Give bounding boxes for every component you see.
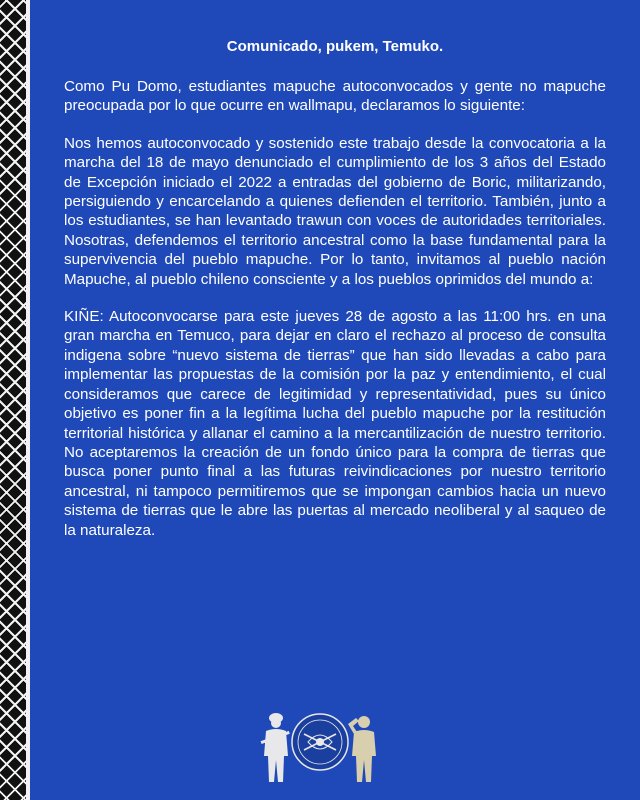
page-title: Comunicado, pukem, Temuko. [226,38,444,55]
footer-logos [258,704,382,784]
soldier-silhouette-icon [261,713,290,782]
paragraph-kine: KIÑE: Autoconvocarse para este jueves 28 de agosto a las 11:00 hrs. en una gran marcha en Temuco, para dejar en claro el rechazo al proceso de consulta indigena sobre “nuevo sistema de tierras” que han sido llevadas a cabo para implementar las propuestas de la comisión por la paz y entendimiento, el cual consideramos que carece de legitimidad y representatividad, pues su único objetivo es poner fin a la legítima lucha del pueblo mapuche por la restitución territorial histórica y allanar el camino a la mercantilización de nuestro territorio. No aceptaremos la creación de un fondo único para la compra de tierras que busca poner punto final a las futuras reivindicaciones por nuestro territorio ancestral, ni tampoco permitiremos que se impongan cambios hacia un nuevo sistema de tierras que le abre las puertas al mercado neoliberal y al saqueo de la naturaleza. [64,308,606,539]
paragraph-intro: Como Pu Domo, estudiantes mapuche autoconvocados y gente no mapuche preocupada por lo que ocurre en wallmapu, declaramos lo siguiente: [64,78,606,115]
emblem-seal-icon [292,714,348,770]
saluting-figure-icon [348,716,376,782]
communique [64,38,606,558]
mapuche-pattern-border [0,0,30,800]
paragraph-context: Nos hemos autoconvocado y sostenido este trabajo desde la convocatoria a la marcha del 18 de mayo denunciado el cumplimiento de los 3 años del Estado de Excepción iniciado el 2022 a entradas del gobierno de Boric, militarizando, persiguiendo y encarcelando a quienes defienden el territorio. También, junto a los estudiantes, se han levantado trawun con voces de autoridades territoriales. Nosotras, defendemos el territorio ancestral como la base fundamental para la supervivencia del pueblo mapuche. Por lo tanto, invitamos al pueblo nación Mapuche, al pueblo chileno consciente y a los pueblos oprimidos del mundo a: [64,134,606,288]
